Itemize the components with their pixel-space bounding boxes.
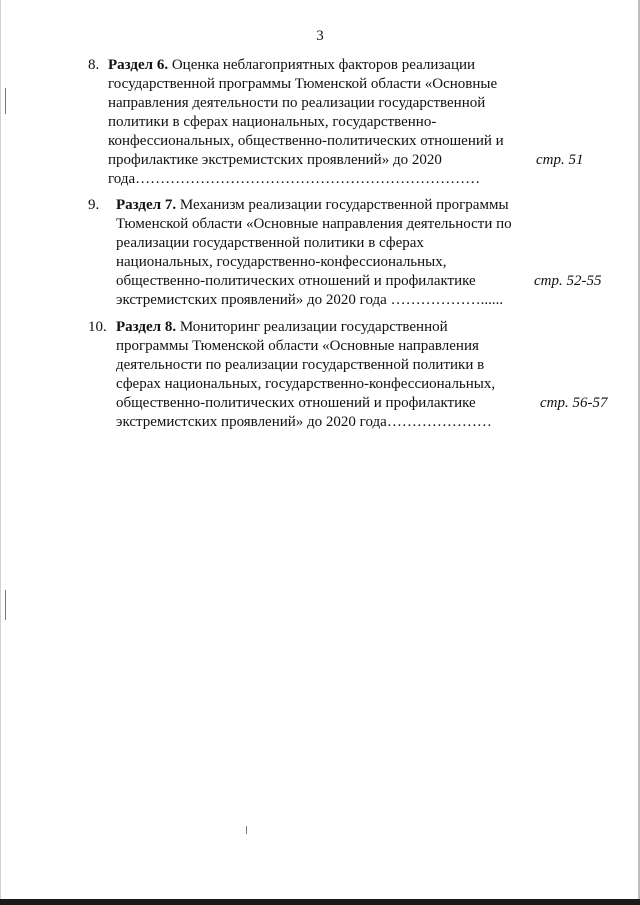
entry-line: Тюменской области «Основные направления деятельности по [116,216,512,232]
page-number: 3 [316,28,324,44]
section-label: Раздел 7. [116,197,177,213]
scan-edge-bottom [0,899,640,905]
entry-line: сферах национальных, государственно-конфессиональных, [116,376,496,392]
scan-mark [5,88,6,114]
scan-mark [246,826,247,834]
page-reference: стр. 52-55 [534,273,602,289]
entry-text [108,56,538,189]
scan-mark [5,590,6,620]
entry-line: государственной программы Тюменской области «Основные [108,76,498,92]
entry-number: 10. [88,319,107,335]
entry-line: конфессиональных, общественно-политических отношений и [108,133,504,149]
entry-line: профилактике экстремистских проявлений» до 2020 [108,152,442,168]
toc-entry [88,318,608,432]
entry-line-text: Оценка неблагоприятных факторов реализации [168,57,476,73]
entry-line: политики в сферах национальных, государственно- [108,114,437,130]
entry-line: направления деятельности по реализации государственной [108,95,486,111]
entry-text [116,196,546,310]
entry-line-text: Механизм реализации государственной программы [176,197,509,213]
page-reference: стр. 56-57 [540,395,608,411]
entry-line: общественно-политических отношений и профилактике [116,395,476,411]
scan-edge-left [0,0,1,905]
entry-line: деятельности по реализации государственной политики в [116,357,485,373]
entry-line: экстремистских проявлений» до 2020 года ………………...... [116,292,504,308]
entry-line-text: Мониторинг реализации государственной [176,319,448,335]
entry-line: общественно-политических отношений и профилактике [116,273,476,289]
page-reference: стр. 51 [536,152,584,168]
toc-entry [88,56,584,189]
entry-line [108,56,538,75]
entry-number: 9. [88,197,100,213]
entry-line: экстремистских проявлений» до 2020 года………………… [116,414,492,430]
section-label: Раздел 8. [116,319,177,335]
entry-line: программы Тюменской области «Основные направления [116,338,479,354]
entry-text [116,318,546,432]
entry-line: национальных, государственно-конфессиональных, [116,254,447,270]
section-label: Раздел 6. [108,57,169,73]
entry-line [116,196,546,215]
entry-number: 8. [88,57,100,73]
toc-entry [88,196,602,310]
entry-line [116,318,546,337]
entry-line: года…………………………………………………………… [108,171,481,187]
entry-line: реализации государственной политики в сферах [116,235,424,251]
